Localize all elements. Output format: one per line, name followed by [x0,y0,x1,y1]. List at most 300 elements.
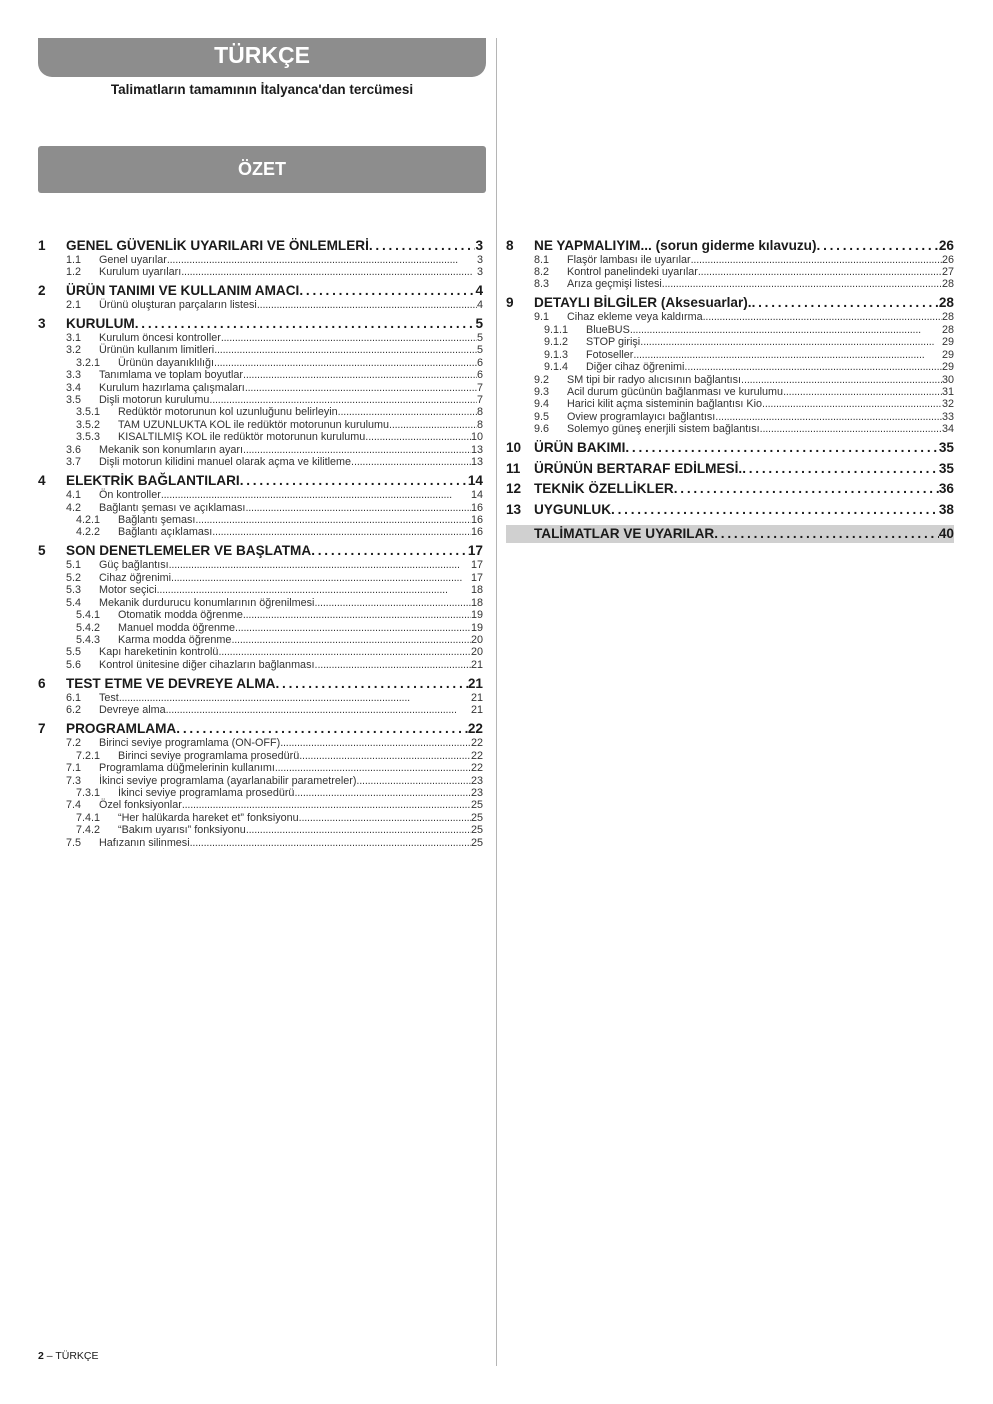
toc-entry [38,472,483,489]
toc-entry-title: Flaşör lambası ile uyarılar [567,253,691,266]
toc-entry-title: Dişli motorun kilidini manuel olarak açma ve kilitleme. [99,456,355,469]
toc-entry [506,423,954,435]
toc-leader-dots [742,460,939,477]
toc-leader-dots [718,411,942,423]
toc-entry-page: 16 [470,501,483,514]
toc-entry-page: 25 [470,799,483,812]
toc-entry-title: Kontrol panelindeki uyarılar [567,265,698,278]
toc-leader-dots [176,720,468,737]
toc-entry-title: Fotoseller [586,348,634,361]
toc-entry-title: Otomatik modda öğrenme [118,609,243,622]
toc-entry-number: 2.1 [66,298,82,311]
toc-entry-page: 38 [938,501,954,517]
toc-entry-number: 8.1 [534,253,550,266]
toc-entry-title: TAM UZUNLUKTA KOL ile redüktör motorunun kurulumu [118,418,390,431]
toc-entry-title: ÜRÜN BAKIMI [534,440,626,456]
toc-leader-dots [368,431,471,443]
toc-entry-title: Birinci seviye programlama (ON-OFF) [99,737,281,750]
toc-entry-title: Genel uyarılar [99,253,167,266]
toc-entry [38,406,483,418]
toc-entry [38,357,483,369]
toc-entry [506,501,954,518]
toc-entry-page: 4 [475,282,483,298]
toc-leader-dots [243,609,471,621]
toc-entry-number: 9.3 [534,385,550,398]
toc-leader-dots [257,299,477,311]
toc-entry-title: Cihaz ekleme veya kaldırma [567,311,703,324]
toc-entry-page: 3 [475,237,483,253]
toc-entry-title: Mekanik son konumların ayarı [99,443,244,456]
toc-entry-page: 33 [941,410,954,423]
toc-entry [38,502,483,514]
toc-entry-page: 28 [941,311,954,324]
toc-entry [506,361,954,373]
toc-entry [38,299,483,311]
toc-entry [38,489,483,501]
toc-entry-page: 21 [467,675,483,691]
toc-entry-page: 27 [941,265,954,278]
toc-entry-number: 9.1.1 [544,323,569,336]
toc-entry-title: GENEL GÜVENLİK UYARILARI VE ÖNLEMLERİ [66,237,369,253]
toc-entry [38,344,483,356]
toc-entry-page: 19 [470,609,483,622]
toc-entry-page: 23 [470,774,483,787]
toc-entry-number: 5.5 [66,646,82,659]
footer-language: TÜRKÇE [55,1350,99,1362]
toc-leader-dots [275,675,467,692]
toc-entry-title: UYGUNLUK [534,501,612,517]
translation-subtitle: Talimatların tamamının İtalyanca'dan tercümesi [110,82,414,97]
toc-entry [38,394,483,406]
toc-entry [38,584,483,596]
toc-entry [38,675,483,692]
toc-entry-number: 5.4.2 [76,621,101,634]
toc-entry [38,237,483,254]
toc-leader-dots [317,659,471,671]
toc-left-column [38,233,483,849]
footer-separator: – [43,1350,56,1362]
toc-entry [38,572,483,584]
toc-entry-title: SON DENETLEMELER VE BAŞLATMA [66,543,312,559]
toc-entry-number: 9.5 [534,410,550,423]
toc-entry [38,382,483,394]
toc-entry-page: 32 [941,398,954,411]
toc-entry [506,411,954,423]
toc-entry [506,294,954,311]
toc-entry-number: 5.3 [66,584,82,597]
toc-entry-page: 29 [941,336,954,349]
toc-entry [506,266,954,278]
toc-leader-dots [314,597,471,609]
toc-entry-number: 7.4.2 [76,824,101,837]
toc-leader-dots [243,444,471,456]
toc-entry-number: 7.3.1 [76,786,101,799]
toc-entry-number: 11 [506,460,521,476]
toc-entry [38,622,483,634]
toc-leader-dots [762,398,942,410]
language-banner: TÜRKÇE [38,38,486,77]
toc-leader-dots [299,812,471,824]
toc-entry-number: 6 [38,675,46,691]
toc-entry [38,444,483,456]
toc-entry-title: KISALTILMIŞ KOL ile redüktör motorunun kurulumu. [118,431,369,444]
toc-entry-number: 8.3 [534,278,550,291]
toc-entry-title: DETAYLI BİLGİLER (Aksesuarlar). [534,295,752,311]
toc-entry-title: Ön kontroller [99,489,161,502]
toc-entry-title: NE YAPMALIYIM... (sorun giderme kılavuzu) [534,237,817,253]
toc-leader-dots [299,282,475,299]
toc-entry [506,398,954,410]
toc-leader-dots [703,311,942,323]
toc-entry-page: 22 [470,749,483,762]
toc-entry-number: 3.6 [66,443,82,456]
toc-entry [38,787,483,799]
toc-entry [38,597,483,609]
toc-entry-number: 9.1.3 [544,348,569,361]
toc-entry-page: 20 [470,646,483,659]
toc-leader-dots [280,737,471,749]
toc-entry-number: 9.1.4 [544,361,569,374]
toc-entry-title: Özel fonksiyonlar [99,799,182,812]
toc-entry-number: 7.5 [66,836,82,849]
toc-entry-title: PROGRAMLAMA [66,721,177,737]
toc-entry-title: Motor seçici [99,584,157,597]
toc-leader-dots [338,406,477,418]
toc-entry-number: 7.4 [66,799,82,812]
toc-entry-page: 31 [941,385,954,398]
toc-entry-number: 9.4 [534,398,550,411]
toc-leader-dots [240,472,468,489]
toc-entry-number: 1.2 [66,265,82,278]
toc-entry-number: 5.4 [66,596,82,609]
toc-entry-title: Güç bağlantısı [99,559,169,572]
toc-entry [38,332,483,344]
toc-entry [38,812,483,824]
toc-entry-number: 3.5.2 [76,418,101,431]
toc-entry-title: Kapı hareketinin kontrolü [99,646,219,659]
toc-leader-dots [687,361,942,373]
toc-leader-dots [674,480,939,497]
toc-entry-number: 3.2 [66,344,82,357]
toc-entry-number: 4.2.1 [76,514,101,526]
toc-entry-title: Bağlantı şeması [118,514,196,526]
toc-entry [38,704,483,716]
toc-entry-page: 23 [470,786,483,799]
toc-leader-dots [752,294,939,311]
toc-leader-dots [214,344,477,356]
toc-entry [506,324,954,336]
toc-entry [506,439,954,456]
toc-entry-number: 4.2.2 [76,526,101,539]
toc-entry-number: 5.6 [66,658,82,671]
toc-entry [38,609,483,621]
toc-entry-page: 5 [476,331,483,344]
toc-entry-number: 5.4.3 [76,634,101,646]
toc-entry-number: 3.5 [66,394,82,406]
toc-leader-dots [662,278,942,290]
toc-entry-number: 4.2 [66,501,82,514]
toc-entry-page: 7 [476,381,483,394]
toc-entry-number: 9.6 [534,423,550,436]
toc-entry-page: 34 [941,423,954,436]
toc-entry-page: 4 [476,298,483,311]
toc-leader-dots [817,237,939,254]
toc-entry-number: 9 [506,295,514,311]
toc-leader-dots [625,439,939,456]
toc-entry [38,419,483,431]
toc-entry-title: TEKNİK ÖZELLİKLER [534,481,674,497]
toc-leader-dots [744,374,942,386]
toc-entry-number: 8 [506,237,514,253]
summary-banner: ÖZET [38,146,486,193]
toc-entry-page: 21 [470,704,483,717]
toc-leader-dots [611,501,939,518]
toc-entry-page: 6 [476,369,483,382]
toc-leader-dots [643,336,942,348]
toc-entry-number: 3.5.3 [76,431,101,444]
toc-entry [38,431,483,443]
toc-entry-title: Devreye alma [99,704,166,717]
toc-leader-dots [212,526,471,538]
toc-entry-title: Programlama düğmelerinin kullanımı [99,762,275,775]
toc-leader-dots [166,704,471,716]
toc-entry-page: 28 [941,323,954,336]
toc-entry [38,542,483,559]
toc-entry [38,646,483,658]
toc-leader-dots [135,315,476,332]
toc-entry-title: Bağlantı şeması ve açıklaması [99,501,246,514]
toc-entry-page: 28 [938,295,954,311]
toc-entry-title: Mekanik durdurucu konumlarının öğrenilmesi [99,596,315,609]
toc-entry-page: 17 [467,543,483,559]
toc-leader-dots [369,237,476,254]
toc-entry-page: 10 [470,431,483,444]
toc-entry-number: 9.2 [534,373,550,386]
toc-entry-number: 4 [38,473,46,489]
toc-entry [38,692,483,704]
toc-leader-dots [190,837,471,849]
toc-entry-title: Tanımlama ve toplam boyutlar [99,369,244,382]
toc-entry-number: 3.5.1 [76,406,101,419]
toc-leader-dots [167,254,477,266]
toc-entry-page: 22 [470,762,483,775]
toc-leader-dots [161,489,471,501]
toc-entry-page: 35 [938,440,954,456]
toc-entry-title: Manuel modda öğrenme [118,621,236,634]
toc-entry-title: İkinci seviye programlama (ayarlanabilir parametreler) [99,774,357,787]
column-divider [496,38,497,1366]
toc-entry-page: 17 [470,559,483,572]
toc-entry-page: 26 [941,253,954,266]
toc-entry-page: 13 [470,456,483,469]
toc-entry-page: 5 [475,315,483,331]
toc-entry-page: 28 [941,278,954,291]
toc-leader-dots [354,456,471,468]
toc-entry-page: 16 [470,526,483,539]
toc-entry-title: Ürünün kullanım limitleri [99,344,215,357]
toc-entry-page: 29 [941,348,954,361]
toc-entry-title: ÜRÜN TANIMI VE KULLANIM AMACI [66,282,300,298]
toc-leader-dots [157,584,471,596]
toc-leader-dots [214,357,477,369]
toc-entry-page: 14 [470,489,483,502]
toc-entry-number: 7.3 [66,774,82,787]
toc-entry-page: 25 [470,836,483,849]
toc-entry-title: KURULUM [66,315,135,331]
toc-entry [506,254,954,266]
toc-leader-dots [698,266,942,278]
toc-entry [38,799,483,811]
toc-entry-title: Ürünü oluşturan parçaların listesi [99,298,257,311]
toc-entry [38,369,483,381]
toc-entry-title: Karma modda öğrenme [118,634,232,646]
toc-entry [506,386,954,398]
toc-entry-title: Kurulum uyarıları [99,265,182,278]
toc-entry-page: 21 [470,691,483,704]
toc-leader-dots [311,542,468,559]
toc-entry-page: 35 [938,460,954,476]
toc-entry [506,311,954,323]
toc-leader-dots [169,559,471,571]
toc-entry-number: 5.1 [66,559,82,572]
toc-entry-page: 16 [470,514,483,526]
toc-entry-page: 18 [470,584,483,597]
toc-entry [506,349,954,361]
toc-leader-dots [119,692,471,704]
toc-entry-page: 26 [938,237,954,253]
toc-entry [506,336,954,348]
toc-entry [38,526,483,538]
toc-entry [38,559,483,571]
toc-entry-number: 9.1.2 [544,336,569,349]
toc-entry-page: 40 [938,525,954,541]
toc-entry-title: Dişli motorun kurulumu [99,394,210,406]
toc-entry-title: Harici kilit açma sisteminin bağlantısı Kio [567,398,763,411]
toc-entry [506,525,954,543]
toc-entry-page: 22 [467,721,483,737]
toc-entry-page: 5 [476,344,483,357]
toc-entry-page: 18 [470,596,483,609]
toc-leader-dots [218,646,471,658]
toc-entry-number: 6.1 [66,691,82,704]
toc-leader-dots [245,382,477,394]
toc-entry-number: 3.1 [66,331,82,344]
toc-entry-page: 3 [476,265,483,278]
toc-entry-number: 13 [506,501,522,517]
toc-entry [506,237,954,254]
toc-leader-dots [221,332,477,344]
toc-entry [506,460,954,477]
toc-entry-number: 2 [38,282,46,298]
toc-leader-dots [245,502,471,514]
toc-entry-title: ÜRÜNÜN BERTARAF EDİLMESİ. [534,460,743,476]
toc-leader-dots [714,525,939,543]
toc-leader-dots [246,824,471,836]
toc-leader-dots [356,775,471,787]
toc-entry-number: 4.1 [66,489,82,502]
toc-entry [38,315,483,332]
toc-leader-dots [181,266,477,278]
toc-entry-page: 8 [476,418,483,431]
toc-entry-page: 21 [470,658,483,671]
toc-entry [38,456,483,468]
toc-leader-dots [182,799,471,811]
toc-entry-page: 14 [467,473,483,489]
toc-entry-number: 3.7 [66,456,82,469]
toc-entry-title: STOP girişi. [586,336,644,349]
page-footer [38,1350,99,1362]
toc-entry-title: Acil durum gücünün bağlanması ve kurulumu [567,385,784,398]
toc-leader-dots [243,369,477,381]
toc-leader-dots [171,572,471,584]
toc-entry-page: 22 [470,737,483,750]
toc-entry [38,282,483,299]
toc-entry-page: 36 [938,481,954,497]
toc-right-column [506,233,954,543]
toc-entry [506,278,954,290]
toc-entry-title: Diğer cihaz öğrenimi. [586,361,688,374]
toc-entry [38,720,483,737]
toc-entry [38,659,483,671]
toc-entry-number: 5.2 [66,571,82,584]
toc-entry-number: 3.4 [66,381,82,394]
toc-entry-title: Solemyo güneş enerjili sistem bağlantısı [567,423,760,436]
toc-entry-title: Test [99,691,119,704]
toc-entry-number: 1.1 [66,253,82,266]
toc-entry-page: 29 [941,361,954,374]
toc-entry-number: 5 [38,543,46,559]
toc-entry-title: İkinci seviye programlama prosedürü [118,786,295,799]
toc-entry-title: Cihaz öğrenimi [99,571,172,584]
toc-leader-dots [209,394,477,406]
toc-entry-number: 7.2 [66,737,82,750]
toc-entry-page: 13 [470,443,483,456]
toc-leader-dots [299,750,471,762]
toc-entry-page: 25 [470,811,483,824]
toc-entry-title: Oview programlayıcı bağlantısı. [567,410,719,423]
toc-entry-title: Kurulum öncesi kontroller [99,331,221,344]
toc-entry-title: Arıza geçmişi listesi [567,278,662,291]
toc-entry-number: 7.4.1 [76,811,101,824]
toc-leader-dots [231,634,471,646]
toc-entry [38,514,483,526]
toc-entry-number: 3 [38,315,46,331]
toc-entry-number: 9.1 [534,311,550,324]
toc-entry-page: 3 [476,253,483,266]
toc-entry [38,824,483,836]
toc-leader-dots [630,324,942,336]
toc-entry [38,775,483,787]
toc-entry-number: 10 [506,440,522,456]
toc-entry-title: ELEKTRİK BAĞLANTILARI [66,473,240,489]
toc-entry-title: BlueBUS [586,323,630,336]
toc-entry-page: 30 [941,373,954,386]
toc-entry-page: 7 [476,394,483,406]
toc-leader-dots [783,386,942,398]
toc-entry-number: 3.2.1 [76,356,101,369]
toc-entry-title: TALİMATLAR VE UYARILAR [534,525,715,541]
toc-entry [38,254,483,266]
toc-entry [38,837,483,849]
toc-entry-number: 7.2.1 [76,749,101,762]
toc-entry-title: SM tipi bir radyo alıcısının bağlantısı. [567,373,745,386]
toc-entry-number: 6.2 [66,704,82,717]
toc-leader-dots [691,254,942,266]
toc-entry-title: Ürünün dayanıklılığı [118,356,215,369]
toc-leader-dots [275,762,471,774]
toc-entry-page: 8 [476,406,483,419]
toc-entry-number: 7.1 [66,762,82,775]
